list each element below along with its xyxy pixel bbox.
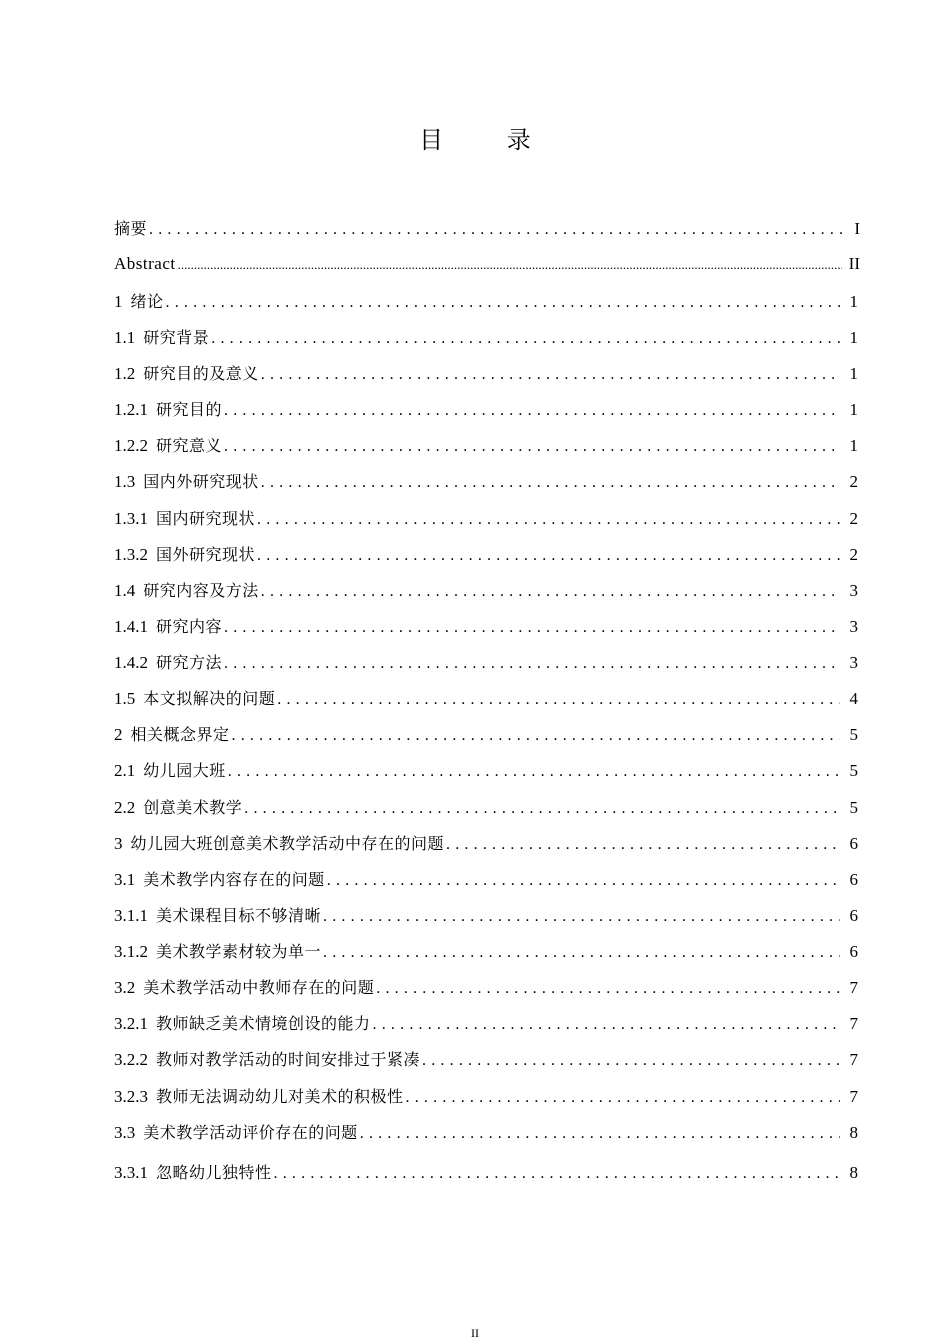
toc-entry-page: 5 (849, 725, 858, 744)
toc-entry-label: 教师无法调动幼儿对美术的积极性 (156, 1087, 404, 1106)
toc-entry-label: 国内外研究现状 (143, 472, 259, 491)
toc-entry[interactable] (114, 397, 860, 421)
toc-entry-label: 研究内容 (156, 617, 223, 636)
toc-entry[interactable] (114, 1160, 860, 1184)
toc-entry-label: 美术教学活动评价存在的问题 (143, 1123, 358, 1142)
toc-entry[interactable] (114, 469, 860, 493)
toc-entry-number: 1 (114, 292, 123, 311)
toc-entry-label: 研究方法 (156, 653, 223, 672)
dot-leader (224, 619, 840, 637)
toc-entry-number: 1.2.2 (114, 436, 148, 455)
toc-entry-label: 忽略幼儿独特性 (156, 1163, 272, 1182)
toc-entry-number: 1.2.1 (114, 400, 148, 419)
toc-entry-page: 2 (849, 545, 858, 564)
toc-entry-label: 国外研究现状 (156, 545, 256, 564)
toc-entry-number: 1.3 (114, 472, 136, 491)
toc-entry[interactable] (114, 433, 860, 457)
toc-entry-number: 3.1.2 (114, 942, 148, 961)
toc-entry-page: I (854, 219, 860, 238)
toc-entry-page: 1 (849, 400, 858, 419)
toc-entry-label: 绪论 (130, 292, 164, 311)
toc-entry-page: 1 (849, 364, 858, 383)
toc-entry-number: 1.1 (114, 328, 136, 347)
toc-entry[interactable] (114, 506, 860, 530)
toc-entry-page: 1 (849, 328, 858, 347)
toc-entry-number: 3.3.1 (114, 1163, 148, 1182)
dot-leader (261, 583, 840, 601)
toc-entry[interactable] (114, 578, 860, 602)
toc-entry-label: 研究目的及意义 (143, 364, 259, 383)
toc-entry[interactable] (114, 289, 860, 313)
toc-entry-number: 1.4 (114, 581, 136, 600)
toc-entry-page: 7 (849, 1050, 858, 1069)
toc-entry-label: 美术教学内容存在的问题 (143, 870, 325, 889)
toc-entry-label: 幼儿园大班创意美术教学活动中存在的问题 (130, 834, 445, 853)
dot-leader (211, 330, 840, 348)
toc-entry[interactable] (114, 1011, 860, 1035)
toc-entry-label: 教师缺乏美术情境创设的能力 (156, 1014, 371, 1033)
dot-leader (274, 1165, 840, 1183)
toc-entry-number: 3.2.3 (114, 1087, 148, 1106)
toc-entry[interactable] (114, 1120, 860, 1144)
toc-entry-label: 美术课程目标不够清晰 (156, 906, 322, 925)
toc-entry-page: 2 (849, 509, 858, 528)
toc-entry-label: 创意美术教学 (143, 798, 243, 817)
toc-entry-page: 5 (849, 798, 858, 817)
dot-leader (446, 836, 840, 854)
toc-entry[interactable] (114, 758, 860, 782)
toc-entry-label: 相关概念界定 (130, 725, 230, 744)
toc-entry-label: 摘要 (114, 219, 148, 238)
toc-entry-number: 3.3 (114, 1123, 136, 1142)
toc-entry[interactable] (114, 542, 860, 566)
toc-entry-page: 3 (849, 653, 858, 672)
toc-entry-page: 3 (849, 581, 858, 600)
dot-leader (257, 547, 840, 565)
toc-entry-number: 2.1 (114, 761, 136, 780)
toc-entry[interactable] (114, 975, 860, 999)
toc-entry-number: 3 (114, 834, 123, 853)
toc-entry-label: 教师对教学活动的时间安排过于紧凑 (156, 1050, 421, 1069)
dot-leader (360, 1125, 840, 1143)
toc-entry[interactable] (114, 650, 860, 674)
toc-entry-page: 1 (849, 292, 858, 311)
toc-entry-number: 1.4.2 (114, 653, 148, 672)
toc-entry-page: 6 (849, 906, 858, 925)
toc-entry[interactable] (114, 722, 860, 746)
toc-entry-number: 1.2 (114, 364, 136, 383)
toc-entry-number: 1.5 (114, 689, 136, 708)
toc-entry[interactable] (114, 939, 860, 963)
toc-entry[interactable] (114, 254, 860, 278)
toc-entry-page: 6 (849, 834, 858, 853)
toc-entry-number: 3.2 (114, 978, 136, 997)
toc-entry[interactable] (114, 1047, 860, 1071)
toc-entry[interactable] (114, 361, 860, 385)
toc-entry-page: 4 (849, 689, 858, 708)
dot-leader (376, 980, 840, 998)
toc-entry-page: II (848, 254, 860, 273)
toc-entry[interactable] (114, 867, 860, 891)
toc-entry-number: 3.2.2 (114, 1050, 148, 1069)
toc-entry-page: 6 (849, 942, 858, 961)
page-number: II (471, 1326, 479, 1340)
toc-entry-label: 研究目的 (156, 400, 223, 419)
dot-leader (224, 655, 840, 673)
toc-entry-page: 6 (849, 870, 858, 889)
toc-entry-page: 8 (849, 1123, 858, 1142)
toc-entry-page: 8 (849, 1163, 858, 1182)
dot-leader (327, 872, 840, 890)
toc-entry[interactable] (114, 1084, 860, 1108)
toc-entry-page: 3 (849, 617, 858, 636)
toc-entry-label: 研究内容及方法 (143, 581, 259, 600)
dot-leader (406, 1089, 840, 1107)
toc-entry-number: 2 (114, 725, 123, 744)
toc-entry[interactable] (114, 216, 860, 240)
dot-leader (224, 402, 840, 420)
toc-entry-number: 2.2 (114, 798, 136, 817)
toc-entry-page: 5 (849, 761, 858, 780)
dot-leader (178, 256, 842, 274)
page-title: 目 录 (419, 126, 559, 154)
dot-leader (224, 438, 840, 456)
dot-leader (166, 294, 840, 312)
toc-entry[interactable] (114, 686, 860, 710)
toc-entry-number: 3.1 (114, 870, 136, 889)
toc-entry-label: 本文拟解决的问题 (143, 689, 276, 708)
toc-entry-page: 1 (849, 436, 858, 455)
toc-entry-label: 幼儿园大班 (143, 761, 226, 780)
toc-entry-page: 2 (849, 472, 858, 491)
toc-entry[interactable] (114, 614, 860, 638)
dot-leader (422, 1052, 840, 1070)
dot-leader (373, 1016, 840, 1034)
dot-leader (323, 944, 840, 962)
dot-leader (149, 221, 842, 239)
toc-entry-label: Abstract (114, 254, 176, 273)
toc-entry-number: 3.2.1 (114, 1014, 148, 1033)
toc-entry-number: 1.4.1 (114, 617, 148, 636)
toc-entry-number: 1.3.2 (114, 545, 148, 564)
dot-leader (277, 691, 840, 709)
toc-entry-page: 7 (849, 1087, 858, 1106)
dot-leader (228, 763, 840, 781)
dot-leader (323, 908, 840, 926)
toc-entry-page: 7 (849, 978, 858, 997)
toc-entry[interactable] (114, 325, 860, 349)
toc-entry[interactable] (114, 831, 860, 855)
dot-leader (257, 511, 840, 529)
toc-entry[interactable] (114, 903, 860, 927)
dot-leader (244, 800, 840, 818)
dot-leader (261, 366, 840, 384)
toc-entry-number: 3.1.1 (114, 906, 148, 925)
dot-leader (261, 474, 840, 492)
toc-entry-label: 研究背景 (143, 328, 210, 347)
toc-entry[interactable] (114, 795, 860, 819)
toc-entry-label: 美术教学活动中教师存在的问题 (143, 978, 375, 997)
toc-entry-label: 国内研究现状 (156, 509, 256, 528)
toc-entry-page: 7 (849, 1014, 858, 1033)
dot-leader (232, 727, 840, 745)
toc-entry-label: 美术教学素材较为单一 (156, 942, 322, 961)
toc-entry-number: 1.3.1 (114, 509, 148, 528)
toc-entry-label: 研究意义 (156, 436, 223, 455)
